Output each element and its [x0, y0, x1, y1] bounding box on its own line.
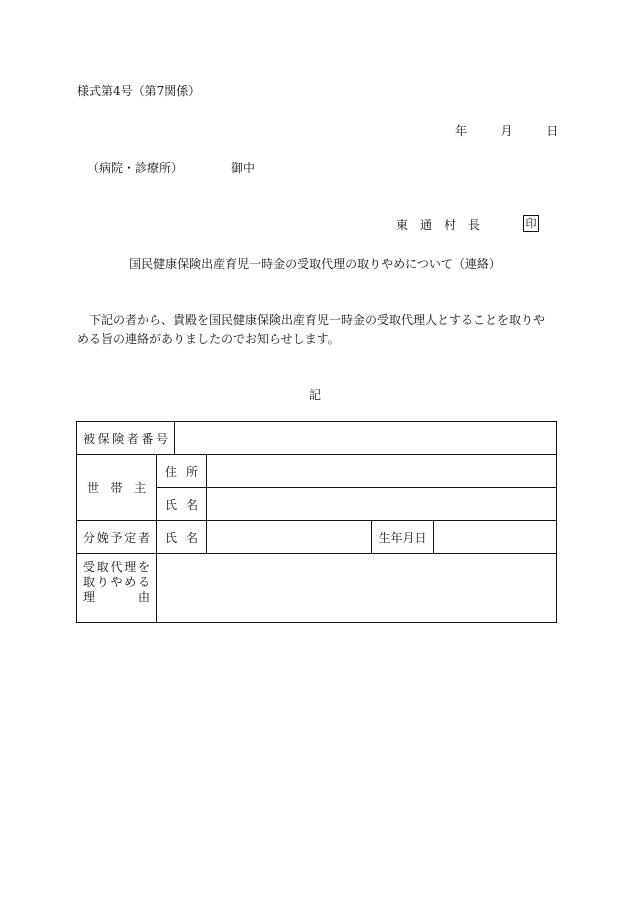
table-row [77, 554, 557, 623]
expectant-name-field[interactable] [207, 521, 372, 554]
household-head-char: 帯 [110, 481, 123, 495]
date-day: 日 [546, 124, 559, 138]
address-char: 住 [165, 464, 178, 479]
reason-label [77, 554, 157, 623]
reason-char: 代 [110, 560, 123, 574]
expectant-name-label [157, 521, 207, 554]
name-char: 名 [185, 497, 198, 512]
birthdate-text: 生年月日 [378, 530, 427, 545]
expectant-char: 定 [124, 530, 137, 545]
info-table [76, 421, 557, 623]
reason-char: め [124, 575, 137, 589]
reason-char: 受 [83, 560, 96, 574]
reason-char: 取 [83, 575, 96, 589]
birthdate-label [372, 521, 434, 554]
seal-stamp: 印 [523, 215, 539, 232]
sender-name: 東 通 村 長 [396, 218, 481, 232]
reason-char: を [137, 560, 150, 574]
name-char: 名 [185, 530, 198, 545]
insured-number-field[interactable] [175, 422, 557, 455]
head-name-label [157, 488, 207, 521]
reason-char: 由 [137, 590, 150, 604]
recipient-name: （病院・診療所） [87, 161, 184, 175]
date-line [455, 124, 558, 138]
name-char: 氏 [165, 530, 178, 545]
expectant-label [77, 521, 157, 554]
reason-char: 取 [96, 560, 109, 574]
expectant-char: 娩 [96, 530, 109, 545]
body-paragraph: 下記の者から、貴殿を国民健康保険出産育児一時金の受取代理人とすることを取りやめる旨の連絡がありましたのでお知らせします。 [77, 313, 546, 346]
table-row [77, 422, 557, 455]
household-head-char: 世 [87, 481, 100, 495]
insured-number-char: 番 [141, 431, 154, 446]
expectant-char: 者 [137, 530, 150, 545]
reason-char: や [110, 575, 123, 589]
reason-char: 理 [83, 590, 96, 604]
household-head-char: 主 [133, 481, 146, 495]
reason-char: り [96, 575, 109, 589]
record-label: 記 [308, 388, 321, 402]
expectant-char: 予 [110, 530, 123, 545]
address-char: 所 [185, 464, 198, 479]
insured-number-char: 者 [126, 431, 139, 446]
document-title: 国民健康保険出産育児一時金の受取代理の取りやめについて（連絡） [129, 257, 501, 271]
insured-number-char: 険 [112, 431, 125, 446]
reason-char: る [137, 575, 150, 589]
date-year: 年 [455, 124, 468, 138]
recipient-line [87, 161, 255, 175]
insured-number-label [77, 422, 175, 455]
reason-field[interactable] [157, 554, 557, 623]
insured-number-char: 保 [97, 431, 110, 446]
birthdate-field[interactable] [434, 521, 557, 554]
recipient-suffix: 御中 [231, 161, 256, 175]
reason-char: 理 [124, 560, 137, 574]
table-row [77, 455, 557, 488]
insured-number-char: 被 [83, 431, 96, 446]
table-row [77, 521, 557, 554]
address-field[interactable] [207, 455, 557, 488]
name-char: 氏 [165, 497, 178, 512]
date-month: 月 [500, 124, 513, 138]
address-label [157, 455, 207, 488]
insured-number-char: 号 [155, 431, 168, 446]
household-head-label [77, 455, 157, 521]
form-number: 様式第4号（第7関係） [77, 84, 201, 98]
expectant-char: 分 [83, 530, 96, 545]
head-name-field[interactable] [207, 488, 557, 521]
